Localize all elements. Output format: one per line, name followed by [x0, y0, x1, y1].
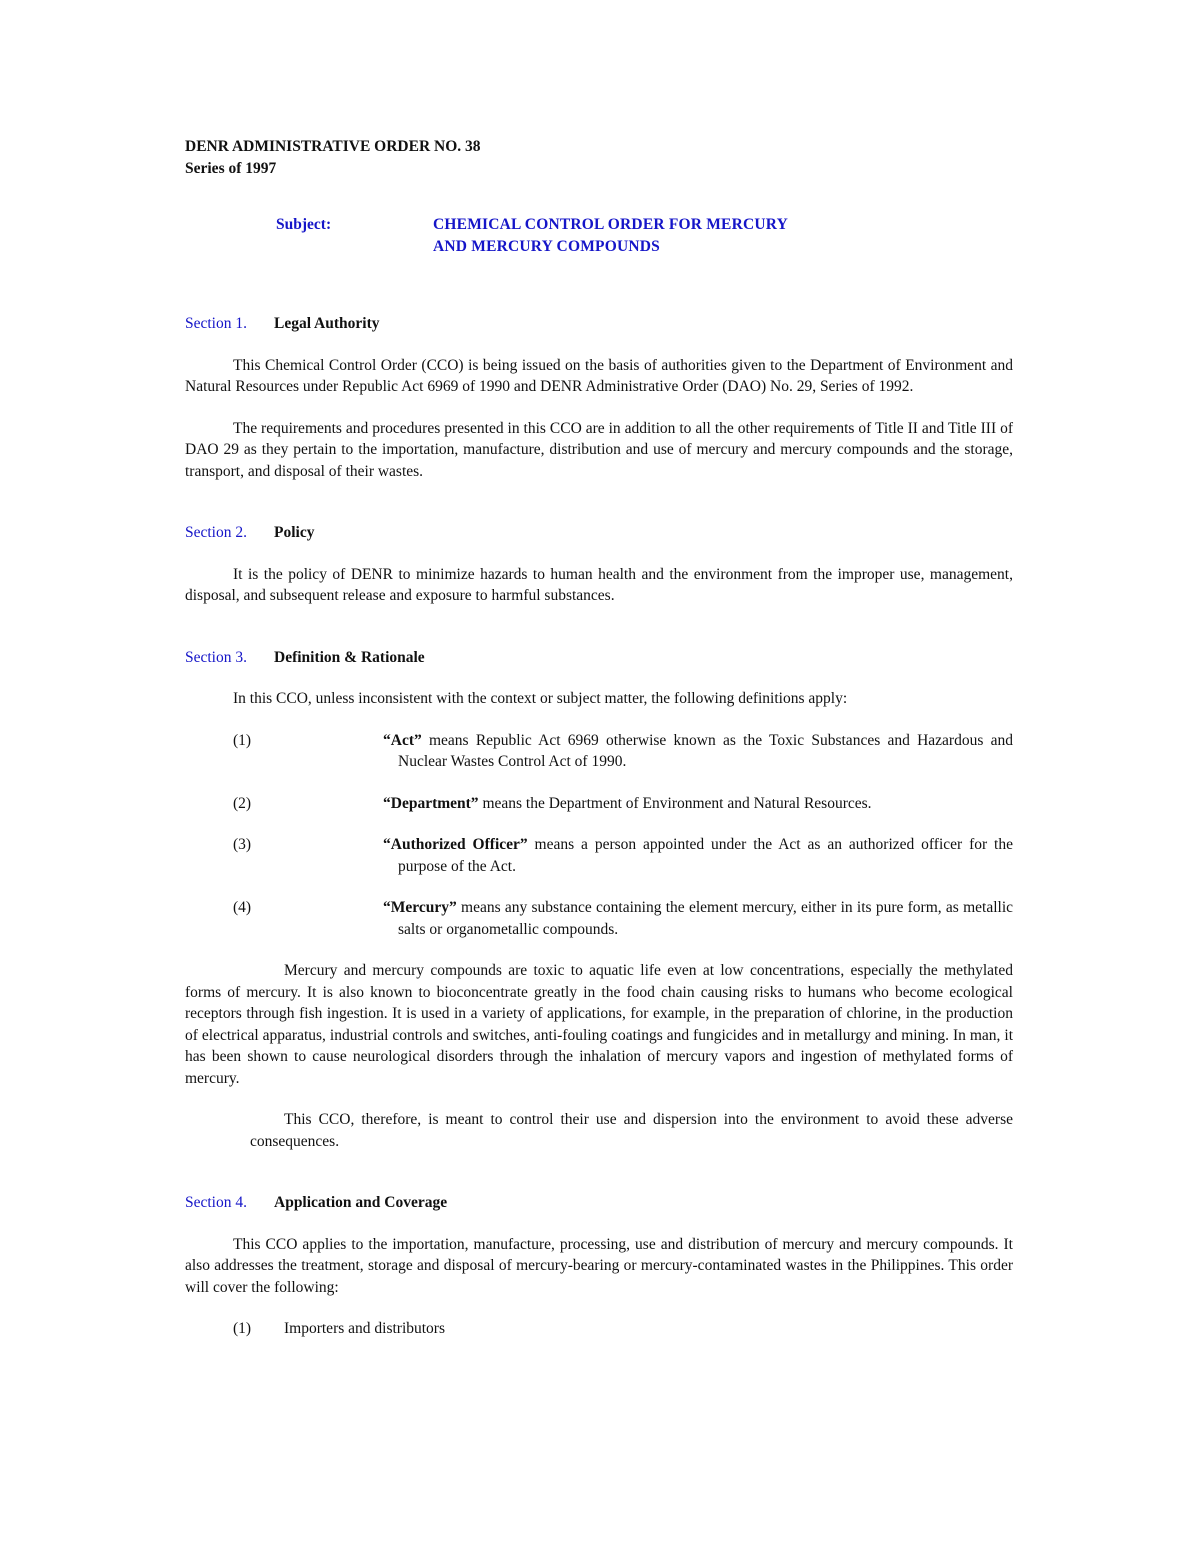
section-2-number: Section 2. — [185, 524, 247, 541]
section-2-paragraph-1: It is the policy of DENR to minimize hazards to human health and the environment from the improper use, management, disposal, and subsequent release and exposure to harmful substances. — [185, 565, 1013, 604]
definition-text: means a person appointed under the Act as an authorized officer for the purpose of the Act. — [398, 836, 1013, 875]
section-4-paragraph-1: This CCO applies to the importation, manufacture, processing, use and distribution of mercury and mercury compounds. It also addresses the treatment, storage and disposal of mercury-bearing or mercury-contaminated wastes in the Philippines. This order will cover the following: — [185, 1235, 1013, 1296]
section-1-title: Legal Authority — [274, 315, 380, 332]
definition-item — [185, 730, 1013, 773]
section-4-title: Application and Coverage — [274, 1194, 448, 1211]
section-1-number: Section 1. — [185, 315, 247, 332]
section-1-paragraph-2: The requirements and procedures presented in this CCO are in addition to all the other requirements of Title II and Title III of DAO 29 as they pertain to the importation, manufacture, distribution and use of mercury and mercury compounds and the storage, transport, and disposal of their wastes. — [185, 419, 1013, 480]
definition-term: “Mercury” — [383, 899, 457, 916]
document-page — [185, 136, 1013, 1340]
definition-item — [185, 897, 1013, 940]
subject-line-1: CHEMICAL CONTROL ORDER FOR MERCURY — [433, 216, 789, 233]
section-3-intro: In this CCO, unless inconsistent with the context or subject matter, the following definitions apply: — [233, 690, 848, 707]
subject-line-2: AND MERCURY COMPOUNDS — [433, 237, 660, 255]
section-3-number: Section 3. — [185, 648, 247, 666]
definition-term: “Authorized Officer” — [383, 836, 528, 853]
section-4-heading — [185, 1192, 1013, 1214]
section-3-title: Definition & Rationale — [274, 648, 425, 666]
coverage-text: Importers and distributors — [284, 1320, 446, 1337]
definition-term: “Act” — [383, 731, 422, 749]
order-title: DENR ADMINISTRATIVE ORDER NO. 38 — [185, 138, 481, 155]
section-2-title: Policy — [274, 524, 315, 541]
section-1-heading — [185, 313, 1013, 335]
subject-text — [433, 214, 893, 257]
coverage-item — [185, 1318, 1013, 1340]
coverage-number: (1) — [233, 1320, 252, 1337]
definition-number: (2) — [233, 794, 252, 812]
section-3-rationale-1: Mercury and mercury compounds are toxic to aquatic life even at low concentrations, especially the methylated forms of mercury. It is also known to bioconcentrate greatly in the food chain causing risks to humans who become ecological receptors through fish ingestion. It is used in a variety of applications, for example, in the preparation of chlorine, in the production of electrical apparatus, industrial controls and switches, anti-fouling coatings and fungicides and in metallurgy and mining. In man, it has been shown to cause neurological disorders through the inhalation of mercury vapors and ingestion of methylated forms of mercury. — [185, 962, 1013, 1087]
section-3-rationale-2: This CCO, therefore, is meant to control their use and dispersion into the environment to avoid these adverse consequences. — [250, 1111, 1013, 1150]
definition-number: (3) — [233, 836, 252, 853]
definition-text: means Republic Act 6969 otherwise known as the Toxic Substances and Hazardous and Nuclear Wastes Control Act of 1990. — [398, 731, 1013, 770]
subject-label: Subject: — [276, 216, 332, 233]
section-3-heading — [185, 647, 1013, 669]
definition-text: means any substance containing the element mercury, either in its pure form, as metallic salts or organometallic compounds. — [398, 899, 1013, 938]
subject-block — [185, 214, 1013, 260]
definition-number: (4) — [233, 899, 252, 916]
definition-term: “Department” — [383, 794, 479, 812]
section-4-number: Section 4. — [185, 1194, 247, 1211]
definition-item — [185, 793, 1013, 815]
section-1-paragraph-1: This Chemical Control Order (CCO) is being issued on the basis of authorities given to the Department of Environment and Natural Resources under Republic Act 6969 of 1990 and DENR Administrative Order (DAO) No. 29, Series of 1992. — [185, 356, 1013, 395]
definition-text: means the Department of Environment and Natural Resources. — [478, 794, 872, 812]
section-2-heading — [185, 522, 1013, 544]
definition-item — [185, 834, 1013, 877]
definition-number: (1) — [233, 731, 252, 749]
order-series: Series of 1997 — [185, 159, 277, 177]
